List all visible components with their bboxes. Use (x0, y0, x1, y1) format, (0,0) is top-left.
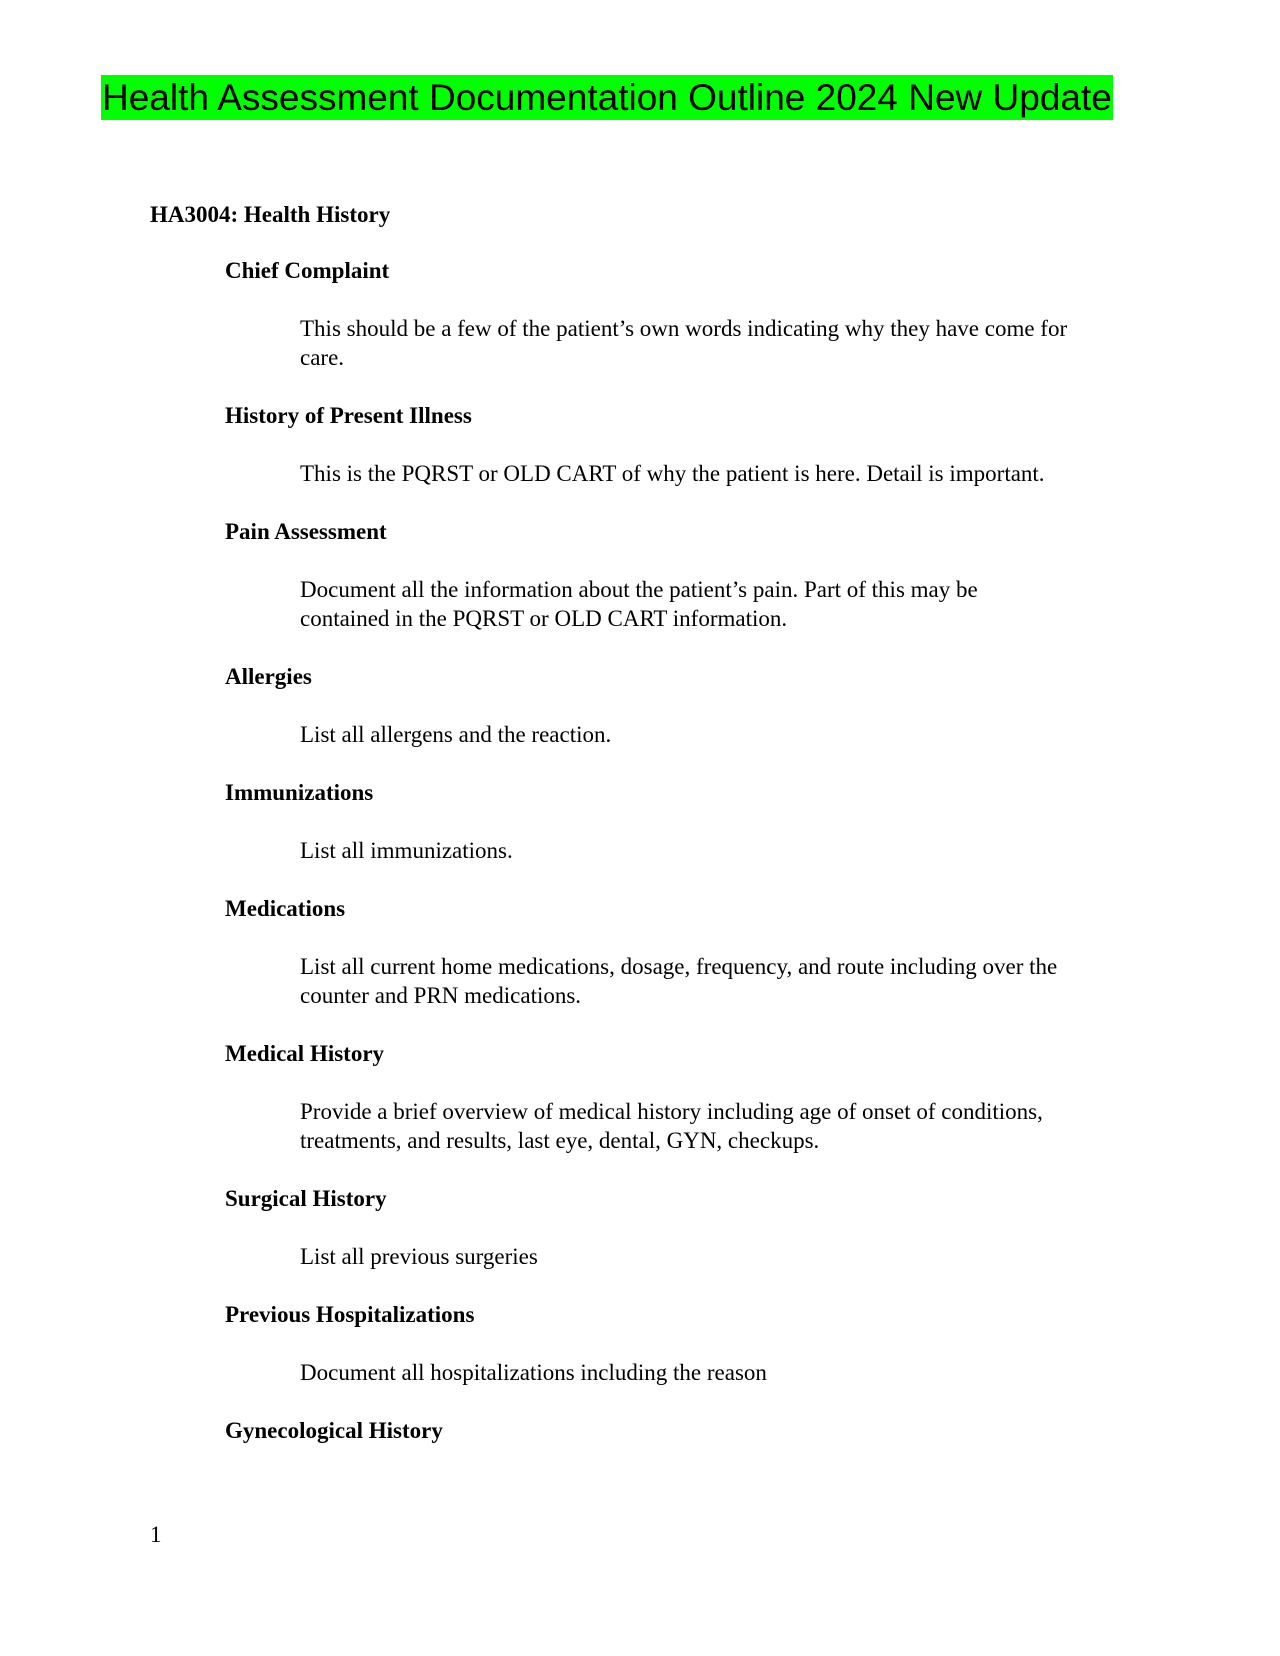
entry-immunizations (225, 778, 1145, 865)
entry-heading: Allergies (225, 664, 312, 689)
entry-body: List all previous surgeries (300, 1244, 538, 1269)
entry-body: List all current home medications, dosage, frequency, and route including over the counter and PRN medications. (300, 954, 1058, 1008)
entry-heading: Surgical History (225, 1186, 387, 1211)
entry-medical-history (225, 1039, 1145, 1155)
entry-history-present-illness (225, 401, 1145, 488)
entry-previous-hospitalizations (225, 1300, 1145, 1387)
page-title: Health Assessment Documentation Outline 2024 New Update (102, 77, 1112, 118)
entry-body: Provide a brief overview of medical history including age of onset of conditions, treatments, and results, last eye, dental, GYN, checkups. (300, 1099, 1043, 1153)
entry-body: This is the PQRST or OLD CART of why the patient is here. Detail is important. (300, 461, 1045, 486)
entry-heading: Medications (225, 896, 346, 921)
section-heading: HA3004: Health History (150, 202, 391, 227)
entry-gynecological-history (225, 1416, 1145, 1445)
entry-medications (225, 894, 1145, 1010)
entry-pain-assessment (225, 517, 1145, 633)
entry-body: List all allergens and the reaction. (300, 722, 612, 747)
entry-chief-complaint (225, 256, 1145, 372)
entry-surgical-history (225, 1184, 1145, 1271)
entries-list (225, 256, 1145, 1474)
entry-heading: Immunizations (225, 780, 374, 805)
entry-body: This should be a few of the patient’s own words indicating why they have come for care. (300, 316, 1068, 370)
entry-heading: Medical History (225, 1041, 385, 1066)
entry-heading: Previous Hospitalizations (225, 1302, 475, 1327)
entry-allergies (225, 662, 1145, 749)
entry-body: List all immunizations. (300, 838, 513, 863)
entry-body: Document all hospitalizations including the reason (300, 1360, 767, 1385)
entry-heading: Chief Complaint (225, 258, 390, 283)
page-number: 1 (150, 1522, 162, 1547)
entry-heading: History of Present Illness (225, 403, 472, 428)
entry-heading: Gynecological History (225, 1418, 443, 1443)
entry-heading: Pain Assessment (225, 519, 387, 544)
entry-body: Document all the information about the patient’s pain. Part of this may be contained in the PQRST or OLD CART information. (300, 577, 978, 631)
